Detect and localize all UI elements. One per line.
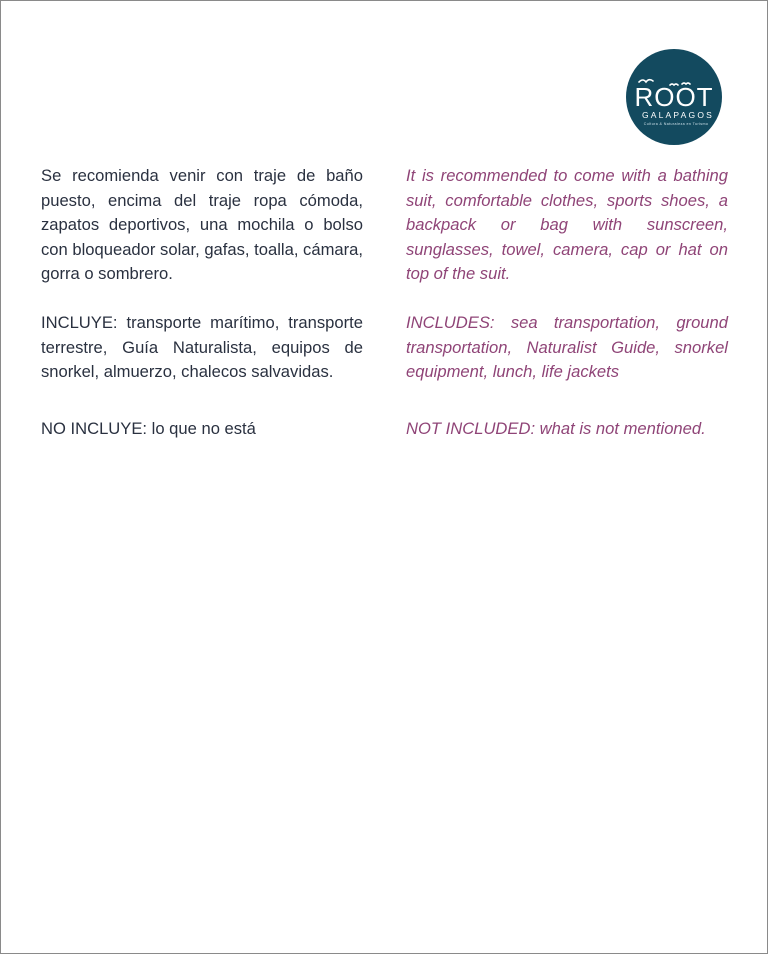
english-recommendation: It is recommended to come with a bathing suit, comfortable clothes, sports shoes, a backpack or bag with sunscreen, sunglasses, towel, camera, cap or hat on top of the suit. bbox=[406, 166, 728, 283]
spanish-includes: INCLUYE: transporte marítimo, transporte terrestre, Guía Naturalista, equipos de snorkel, almuerzo, chalecos salvavidas. bbox=[41, 313, 363, 381]
spanish-not-included: NO INCLUYE: lo que no está bbox=[41, 419, 256, 438]
logo-tagline: Cultura & Naturaleza en Turismo bbox=[643, 122, 709, 126]
english-column bbox=[406, 164, 728, 442]
english-includes: INCLUDES: sea transportation, ground transportation, Naturalist Guide, snorkel equipment, lunch, life jackets bbox=[406, 313, 728, 381]
spanish-recommendation: Se recomienda venir con traje de baño puesto, encima del traje ropa cómoda, zapatos deportivos, una mochila o bolso con bloqueador solar, gafas, toalla, cámara, gorra o sombrero. bbox=[41, 166, 363, 283]
logo-brand: ROOT bbox=[634, 82, 714, 112]
logo-sub: GALAPAGOS bbox=[641, 110, 715, 120]
spanish-column bbox=[41, 164, 363, 442]
root-galapagos-logo bbox=[626, 49, 722, 145]
english-not-included: NOT INCLUDED: what is not mentioned. bbox=[406, 419, 706, 438]
